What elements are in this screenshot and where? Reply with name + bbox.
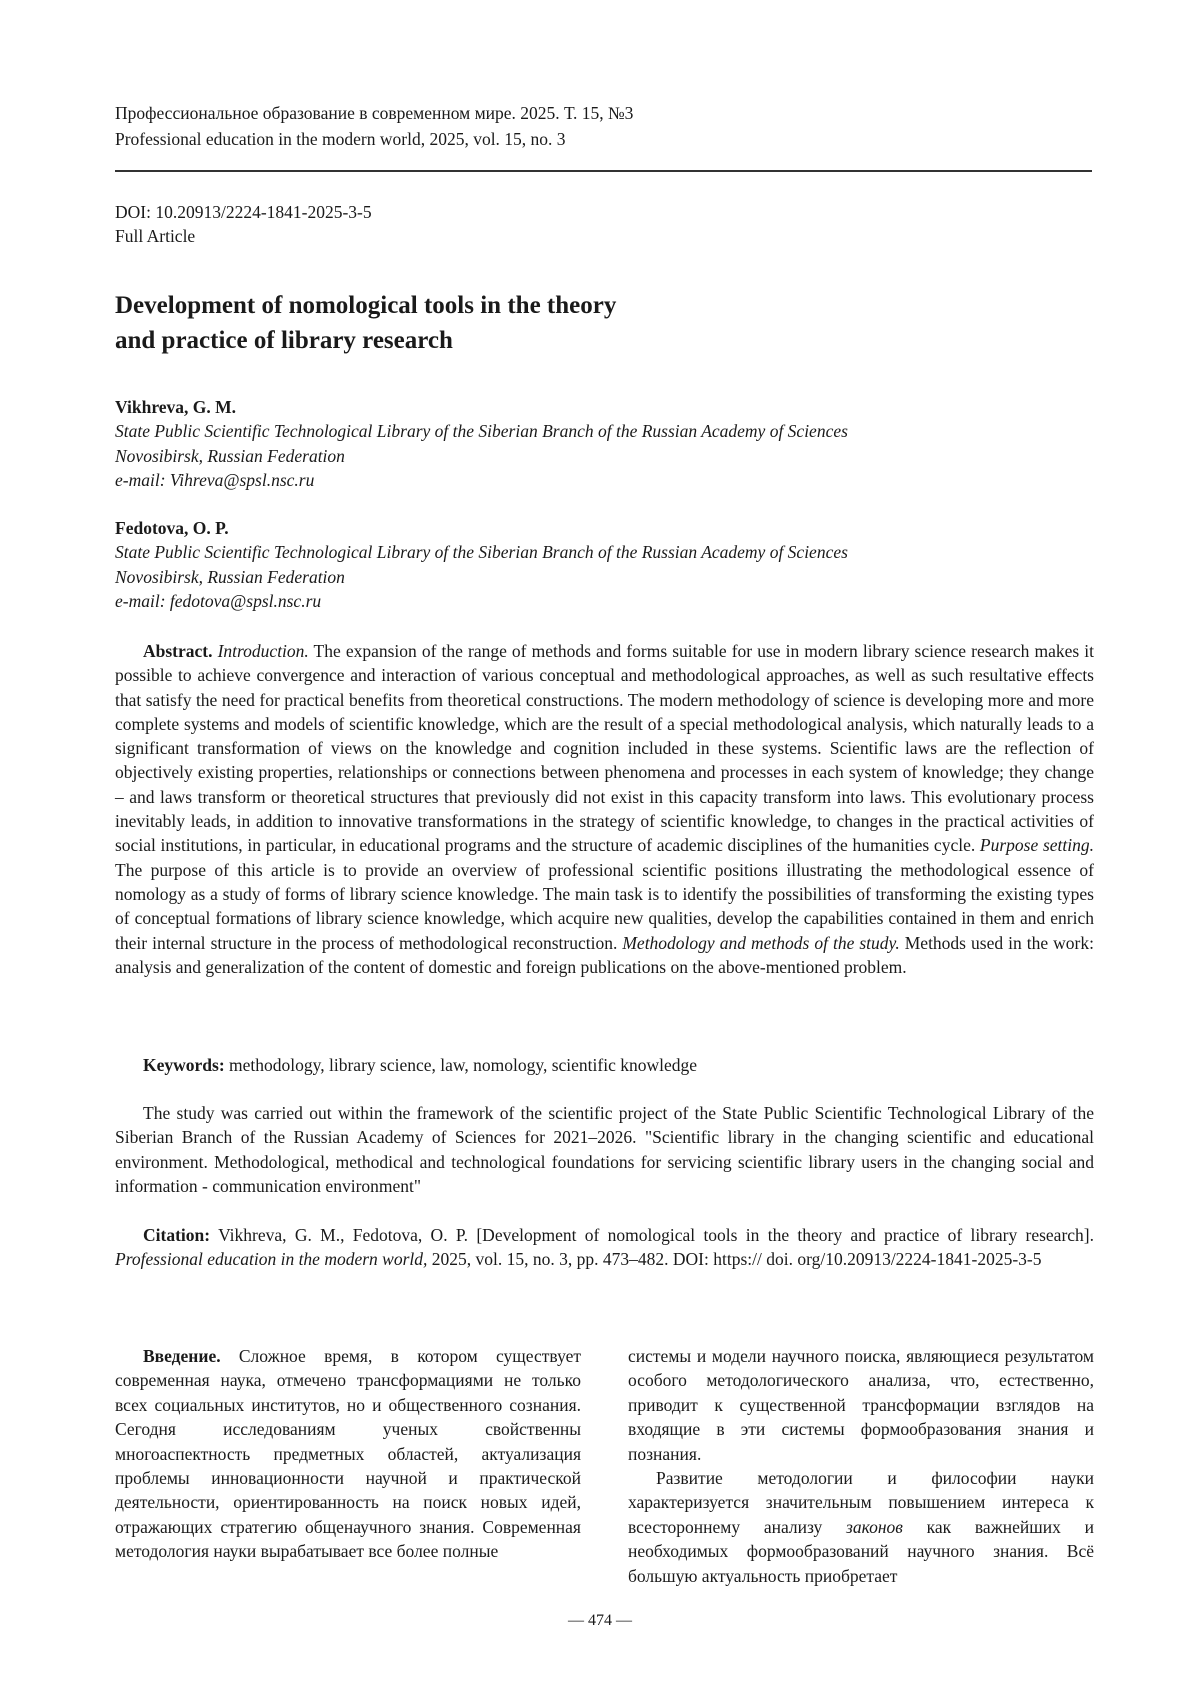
body-paragraph: системы и модели научного поиска, являющиеся результатом особого методологического анализа, что, естественно, приводит к существенной трансформации взглядов на входящие в эти системы формообразования знания и познания. — [628, 1344, 1094, 1466]
doi: DOI: 10.20913/2224-1841-2025-3-5 — [115, 200, 372, 224]
funding-note: The study was carried out within the framework of the scientific project of the State Public Scientific Technological Library of the Siberian Branch of the Russian Academy of Sciences for 2021–2026. "Scientific library in the changing scientific and educational environment. Methodological, methodical and technological foundations for servicing scientific library users in the changing social and information - communication environment" — [115, 1101, 1094, 1198]
introduction-label: Introduction. — [218, 641, 309, 661]
author-email[interactable]: e-mail: Vihreva@spsl.nsc.ru — [115, 468, 848, 492]
citation — [115, 1223, 1094, 1272]
introduction-text: The expansion of the range of methods and forms suitable for use in modern library science research makes it possible to achieve convergence and interaction of various conceptual and methodological approaches, as well as such resultative effects that satisfy the need for practical benefits from theoretical constructions. The modern methodology of science is developing more and more complete systems and models of scientific knowledge, which are the result of a special methodological analysis, which naturally leads to a significant transformation of views on the knowledge and cognition included in these systems. Scientific laws are the reflection of objectively existing properties, relationships or connections between phenomena and processes in each system of knowledge; they change – and laws transform or theoretical structures that previously did not exist in this capacity transform into laws. This evolutionary process inevitably leads, in addition to innovative transformations in the strategy of scientific knowledge, to changes in the practical activities of social institutions, in particular, in educational programs and the structure of academic disciplines of the humanities cycle. — [115, 641, 1094, 855]
purpose-label: Purpose setting. — [980, 835, 1094, 855]
body-text: Развитие методологии и философии науки характеризуется значительным повышением интереса к всестороннему анализу — [628, 1468, 1094, 1537]
author-1 — [115, 395, 848, 492]
author-email[interactable]: e-mail: fedotova@spsl.nsc.ru — [115, 589, 848, 613]
methods-label: Methodology and methods of the study. — [622, 933, 899, 953]
author-city: Novosibirsk, Russian Federation — [115, 565, 848, 589]
body-column-left — [115, 1344, 581, 1564]
article-type: Full Article — [115, 224, 372, 248]
journal-title-en: Professional education in the modern world, 2025, vol. 15, no. 3 — [115, 126, 633, 152]
body-text: Сложное время, в котором существует современная наука, отмечено трансформациями не только всех социальных институтов, но и общественного сознания. Сегодня исследованиям ученых свойственны многоаспектность предметных областей, актуализация проблемы инновационности научной и практической деятельности, ориентированность на поиск новых идей, отражающих стратегию общенаучного знания. Современная методология науки вырабатывает все более полные — [115, 1346, 581, 1561]
author-name: Vikhreva, G. M. — [115, 395, 848, 419]
keywords — [115, 1053, 1094, 1077]
purpose-text: The purpose of this article is to provide an overview of professional scientific positions illustrating the methodological essence of nomology as a study of forms of library science knowledge. The main task is to identify the possibilities of transforming the existing types of conceptual formations of library science knowledge, which acquire new qualities, develop the capabilities contained in them and enrich their internal structure in the process of methodological reconstruction. — [115, 860, 1094, 953]
author-affiliation: State Public Scientific Technological Library of the Siberian Branch of the Russian Academy of Sciences — [115, 540, 848, 564]
keywords-text: methodology, library science, law, nomology, scientific knowledge — [225, 1055, 697, 1075]
methods-text: Methods used in the work: analysis and generalization of the content of domestic and foreign publications on the above-mentioned problem. — [115, 933, 1094, 977]
article-title — [115, 288, 616, 358]
journal-header — [115, 100, 633, 152]
introduction-heading: Введение. — [143, 1346, 221, 1366]
citation-text: Vikhreva, G. M., Fedotova, O. P. [Development of nomological tools in the theory and practice of library research]. — [210, 1225, 1094, 1245]
keywords-label: Keywords: — [143, 1055, 225, 1075]
citation-journal: Professional education in the modern world, — [115, 1249, 427, 1269]
header-divider — [115, 170, 1092, 172]
author-name: Fedotova, O. P. — [115, 516, 848, 540]
citation-label: Citation: — [143, 1225, 210, 1245]
emphasis-laws: законов — [846, 1517, 903, 1537]
body-column-right — [628, 1344, 1094, 1588]
title-line: and practice of library research — [115, 323, 616, 358]
journal-title-ru: Профессиональное образование в современном мире. 2025. Т. 15, №3 — [115, 100, 633, 126]
author-2 — [115, 516, 848, 613]
author-city: Novosibirsk, Russian Federation — [115, 444, 848, 468]
abstract-label: Abstract. — [143, 641, 213, 661]
abstract — [115, 639, 1094, 979]
body-text: как важнейших и необходимых формообразований научного знания. Всё большую актуальность приобретает — [628, 1517, 1094, 1586]
title-line: Development of nomological tools in the theory — [115, 288, 616, 323]
author-affiliation: State Public Scientific Technological Library of the Siberian Branch of the Russian Academy of Sciences — [115, 419, 848, 443]
citation-details: 2025, vol. 15, no. 3, pp. 473–482. DOI: https:// doi. org/10.20913/2224-1841-2025-3-5 — [427, 1249, 1041, 1269]
doi-block — [115, 200, 372, 248]
page-number: — 474 — — [0, 1612, 1200, 1630]
